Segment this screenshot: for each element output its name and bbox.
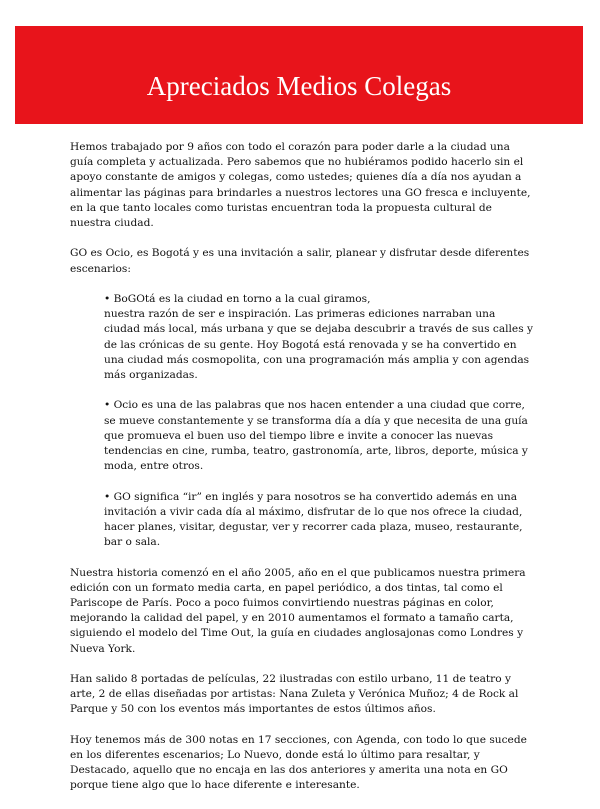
go-definition-paragraph: GO es Ocio, es Bogotá y es una invitación a salir, planear y disfrutar desde diferentes escenarios: — [70, 247, 530, 275]
bullet-item-ocio: • Ocio es una de las palabras que nos hacen entender a una ciudad que corre, se mueve constantemente y se transforma día a día y que necesita de una guía que promueva el buen uso del tiempo libre e invite a conocer las nuevas tendencias en cine, rumba, teatro, gastronomía, arte, libros, deporte, música y moda, entre otros. — [104, 399, 528, 473]
history-paragraph: Nuestra historia comenzó en el año 2005, año en el que publicamos nuestra primera edición con un formato media carta, en papel periódico, a dos tintas, tal como el Pariscope de París. Poco a poco fuimos convirtiendo nuestras páginas en color, mejorando la calidad del papel, y en 2010 aumentamos el formato a tamaño carta, siguiendo el modelo del Time Out, la guía en ciudades anglosajonas como Londres y Nueva York. — [70, 566, 526, 655]
header-band — [15, 26, 583, 124]
sections-paragraph: Hoy tenemos más de 300 notas en 17 secciones, con Agenda, con todo lo que sucede en los diferentes escenarios; Lo Nuevo, donde está lo último para resaltar, y Destacado, aquello que no encaja en las dos anteriores y amerita una nota en GO porque tiene algo que lo hace diferente e interesante. — [70, 733, 527, 792]
bullet-bogota-lead: • BoGOtá es la ciudad en torno a la cual giramos, — [104, 293, 371, 305]
bullet-list — [70, 292, 534, 550]
page-title: Apreciados Medios Colegas — [146, 71, 452, 101]
intro-paragraph: Hemos trabajado por 9 años con todo el corazón para poder darle a la ciudad una guía completa y actualizada. Pero sabemos que no hubiéramos podido hacerlo sin el apoyo constante de amigos y colegas, como ustedes; quienes día a día nos ayudan a alimentar las páginas para brindarles a nuestros lectores una GO fresca e incluyente, en la que tanto locales como turistas encuentran toda la propuesta cultural de nuestra ciudad. — [70, 141, 531, 230]
bullet-bogota-text: nuestra razón de ser e inspiración. Las primeras ediciones narraban una ciudad más local, más urbana y que se dejaba descubrir a través de sus calles y de las crónicas de su gente. Hoy Bogotá está renovada y se ha convertido en una ciudad más cosmopolita, con una programación más amplia y con agendas más organizadas. — [104, 308, 533, 382]
covers-paragraph: Han salido 8 portadas de películas, 22 ilustradas con estilo urbano, 11 de teatro y arte, 2 de ellas diseñadas por artistas: Nana Zuleta y Verónica Muñoz; 4 de Rock al Parque y 50 con los eventos más importantes de estos últimos años. — [70, 673, 519, 716]
bullet-item-go: • GO significa “ir” en inglés y para nosotros se ha convertido además en una invitación a vivir cada día al máximo, disfrutar de lo que nos ofrece la ciudad, hacer planes, visitar, degustar, ver y recorrer cada plaza, museo, restaurante, bar o sala. — [104, 490, 523, 549]
letter-body — [70, 140, 534, 809]
bullet-item-bogota — [104, 292, 534, 383]
